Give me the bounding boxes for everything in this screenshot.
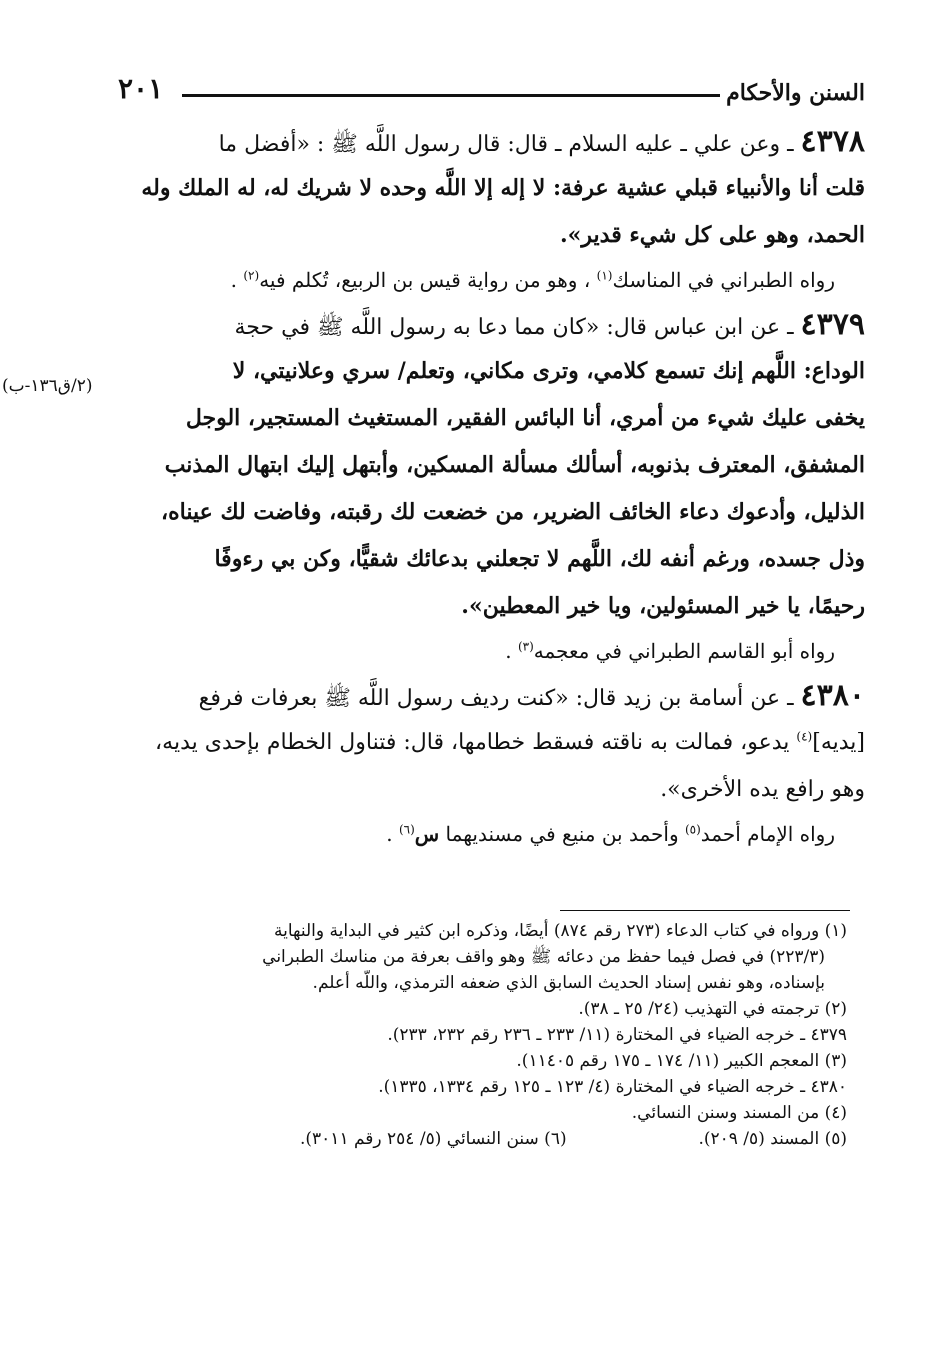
hadith-4379-line-7: رحيمًا، يا خير المسئولين، ويا خير المعطين».: [461, 593, 865, 619]
footnote-4379: ٤٣٧٩ ـ خرجه الضياء في المختارة (١١/ ٢٣٣ ـ ٢٣٦ رقم ٢٣٢، ٢٣٣).: [387, 1025, 847, 1045]
footnote-6: (٦) سنن النسائي (٥/ ٢٥٤ رقم ٣٠١١).: [300, 1129, 567, 1149]
footnote-4: (٤) من المسند وسنن النسائي.: [631, 1103, 847, 1123]
symbol-sin: س: [414, 822, 440, 846]
hadith-4378-line-1: ٤٣٧٨ ـ وعن علي ـ عليه السلام ـ قال: قال رسول اللَّه ﷺ : «أفضل ما: [218, 124, 865, 159]
header-rule: [182, 94, 720, 97]
hadith-4379-line-4: المشفق، المعترف بذنوبه، أسألك مسألة المسكين، وأبتهل إليك ابتهال المذنب: [164, 452, 865, 478]
footnote-2: (٢) ترجمته في التهذيب (٢٤/ ٢٥ ـ ٣٨).: [578, 999, 847, 1019]
hadith-4379-line-6: وذل جسده، ورغم أنفه لك، اللَّهم لا تجعلني بدعائك شقيًّا، وكن بي رءوفًا: [214, 546, 865, 572]
main-text: [128, 118, 865, 855]
footnote-1-line-2: (٢٢٣/٣) في فصل فيما حفظ من دعائه ﷺ وهو واقف بعرفة من مناسك الطبراني: [262, 947, 825, 967]
footnotes: [110, 918, 847, 1152]
hadith-4380-source: رواه الإمام أحمد$^{(٥)}$ وأحمد بن منيع في مسنديهما س$^{(٦)}$ .: [386, 822, 835, 846]
hadith-4378-source: رواه الطبراني في المناسك$^{(١)}$ ، وهو من رواية قيس بن الربيع، تُكلم فيه$^{(٢)}$ .: [230, 268, 835, 292]
footnote-ref: (٤): [796, 729, 813, 744]
page-number: ٢٠١: [118, 72, 164, 105]
footnote-5: (٥) المسند (٥/ ٢٠٩).: [698, 1129, 847, 1149]
footnote-separator: [560, 910, 850, 911]
hadith-4379-line-5: الذليل، وأدعوك دعاء الخائف الضرير، من خضعت لك رقبته، وفاضت لك عيناه،: [161, 499, 865, 525]
hadith-4379-line-2: الوداع: اللَّهم إنك تسمع كلامي، وترى مكاني، وتعلم/ سري وعلانيتي، لا: [232, 358, 865, 384]
footnote-4380: ٤٣٨٠ ـ خرجه الضياء في المختارة (٤/ ١٢٣ ـ ١٢٥ رقم ١٣٣٤، ١٣٣٥).: [378, 1077, 847, 1097]
hadith-4379-line-1: ٤٣٧٩ ـ عن ابن عباس قال: «كان مما دعا به رسول اللَّه ﷺ في حجة: [234, 307, 865, 342]
footnote-3: (٣) المعجم الكبير (١١/ ١٧٤ ـ ١٧٥ رقم ١١٤٠٥).: [516, 1051, 847, 1071]
footnote-1-line-3: بإسناده، وهو نفس إسناد الحديث السابق الذي ضعفه الترمذي، واللَّه أعلم.: [312, 973, 825, 993]
footnote-ref: (٥): [684, 822, 701, 837]
footnote-1-line-1: (١) ورواه في كتاب الدعاء (٢٧٣ رقم ٨٧٤) أيضًا، وذكره ابن كثير في البداية والنهاية: [274, 921, 847, 941]
footnote-ref: (٦): [398, 822, 415, 837]
running-header-title: السنن والأحكام: [726, 80, 865, 106]
footnote-ref: (٢): [243, 268, 260, 283]
hadith-4380-line-3: وهو رافع يده الأخرى».: [660, 777, 865, 802]
hadith-4379-source: رواه أبو القاسم الطبراني في معجمه$^{(٣)}$ .: [505, 639, 835, 663]
footnote-ref: (٣): [517, 639, 534, 654]
hadith-4379-line-3: يخفى عليك شيء من أمري، أنا البائس الفقير، المستغيث المستجير، الوجل: [185, 405, 865, 431]
manuscript-folio-note: (٢/ق١٣٦-ب): [2, 376, 93, 396]
hadith-4378-line-2: قلت أنا والأنبياء قبلي عشية عرفة: لا إله إلا اللَّه وحده لا شريك له، له الملك وله: [141, 175, 865, 201]
hadith-number: ٤٣٧٨: [800, 124, 865, 159]
hadith-4380-line-1: ٤٣٨٠ ـ عن أسامة بن زيد قال: «كنت رديف رسول اللَّه ﷺ بعرفات فرفع: [198, 678, 865, 713]
footnote-row-5-6: [110, 1126, 847, 1152]
footnote-ref: (١): [596, 268, 613, 283]
hadith-4378-line-3: الحمد، وهو على كل شيء قدير».: [559, 222, 865, 248]
hadith-4380-line-2: [يديه]$^{(٤)}$ يدعو، فمالت به ناقته فسقط خطامها، قال: فتناول الخطام بإحدى يديه،: [155, 729, 865, 755]
hadith-number: ٤٣٨٠: [800, 678, 865, 713]
hadith-number: ٤٣٧٩: [800, 307, 865, 342]
